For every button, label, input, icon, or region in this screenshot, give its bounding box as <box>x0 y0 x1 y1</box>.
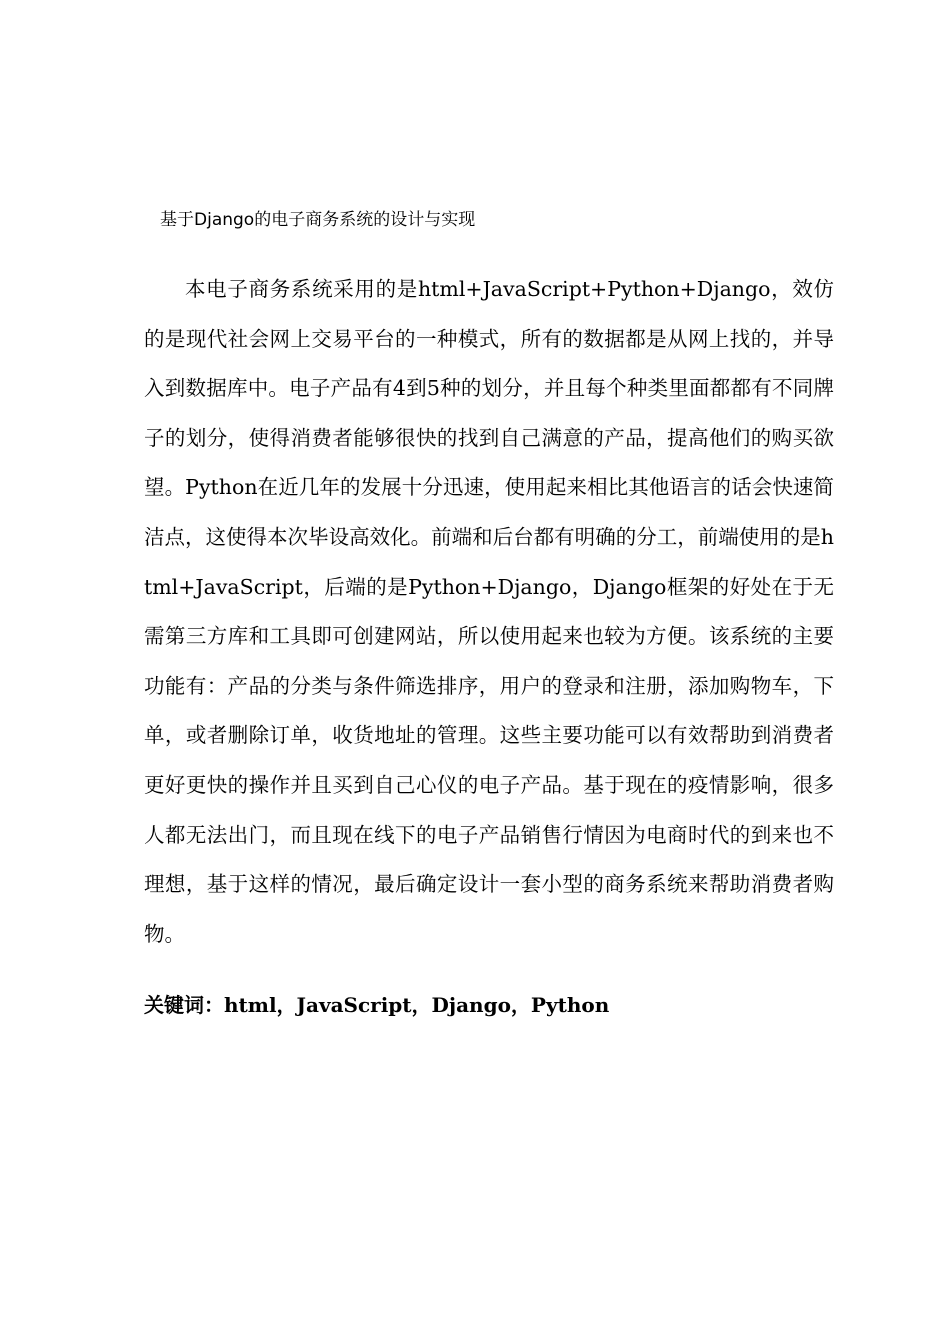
keywords-line: 关键词：html，JavaScript，Django，Python <box>144 993 610 1017</box>
document-title: 基于Django的电子商务系统的设计与实现 <box>160 210 476 230</box>
abstract-paragraph: 本电子商务系统采用的是html+JavaScript+Python+Django，效仿的是现代社会网上交易平台的一种模式，所有的数据都是从网上找的，并导入到数据库中。电子产品有4到5种的划分，并且每个种类里面都都有不同牌子的划分，使得消费者能够很快的找到自己满意的产品，提高他们的购买欲望。Python在近几年的发展十分迅速，使用起来相比其他语言的话会快速简洁点，这使得本次毕设高效化。前端和后台都有明确的分工，前端使用的是html+JavaScript，后端的是Python+Django，Django框架的好处在于无需第三方库和工具即可创建网站，所以使用起来也较为方便。该系统的主要功能有：产品的分类与条件筛选排序，用户的登录和注册，添加购物车，下单，或者删除订单，收货地址的管理。这些主要功能可以有效帮助到消费者更好更快的操作并且买到自己心仪的电子产品。基于现在的疫情影响，很多人都无法出门，而且现在线下的电子产品销售行情因为电商时代的到来也不理想，基于这样的情况，最后确定设计一套小型的商务系统来帮助消费者购物。 <box>144 277 834 946</box>
